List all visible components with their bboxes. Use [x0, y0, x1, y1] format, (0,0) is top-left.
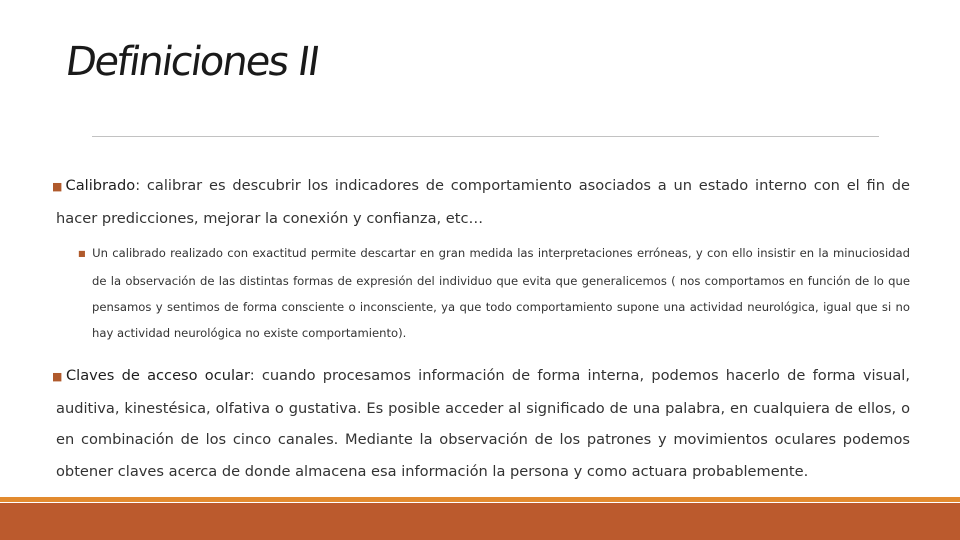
- title-divider: [92, 136, 879, 137]
- slide-content: [52, 170, 910, 487]
- square-bullet-icon: ■: [52, 370, 65, 383]
- small-square-bullet-icon: ■: [78, 249, 87, 258]
- definition-calibrado: : calibrar es descubrir los indicadores de comportamiento asociados a un estado interno con el fin de hacer predicciones, mejorar la conexión y confianza, etc…: [56, 177, 910, 227]
- term-calibrado: Calibrado: [65, 177, 136, 194]
- definition-claves-acceso-ocular: : cuando procesamos información de forma interna, podemos hacerlo de forma visual, auditiva, kinestésica, olfativa o gustativa. Es posible acceder al significado de una palabra, en cualquiera de ellos, o en combinación de los cinco canales. Mediante la observación de los patrones y movimientos oculares podemos obtener claves acerca de donde almacena esa información la persona y como actuara probablemente.: [56, 367, 910, 480]
- spacer: [52, 346, 910, 360]
- sub-list-item-calibrado: [78, 240, 910, 346]
- footer-accent-stripe: [0, 497, 960, 502]
- slide-title: Definiciones II: [62, 39, 321, 85]
- list-item-calibrado: [52, 170, 910, 234]
- square-bullet-icon: ■: [52, 180, 65, 193]
- term-claves-acceso-ocular: Claves de acceso ocular: [65, 367, 250, 384]
- list-item-claves-acceso-ocular: [52, 360, 910, 487]
- footer-bar: [0, 503, 960, 540]
- sub-item-text: Un calibrado realizado con exactitud permite descartar en gran medida las interpretaciones erróneas, y con ello insistir en la minuciosidad de la observación de las distintas formas de expresión del individuo que evita que generalicemos ( nos comportamos en función de lo que pensamos y sentimos de forma consciente o inconsciente, ya que todo comportamiento supone una actividad neurológica, igual que si no hay actividad neurológica no existe comportamiento).: [92, 246, 910, 340]
